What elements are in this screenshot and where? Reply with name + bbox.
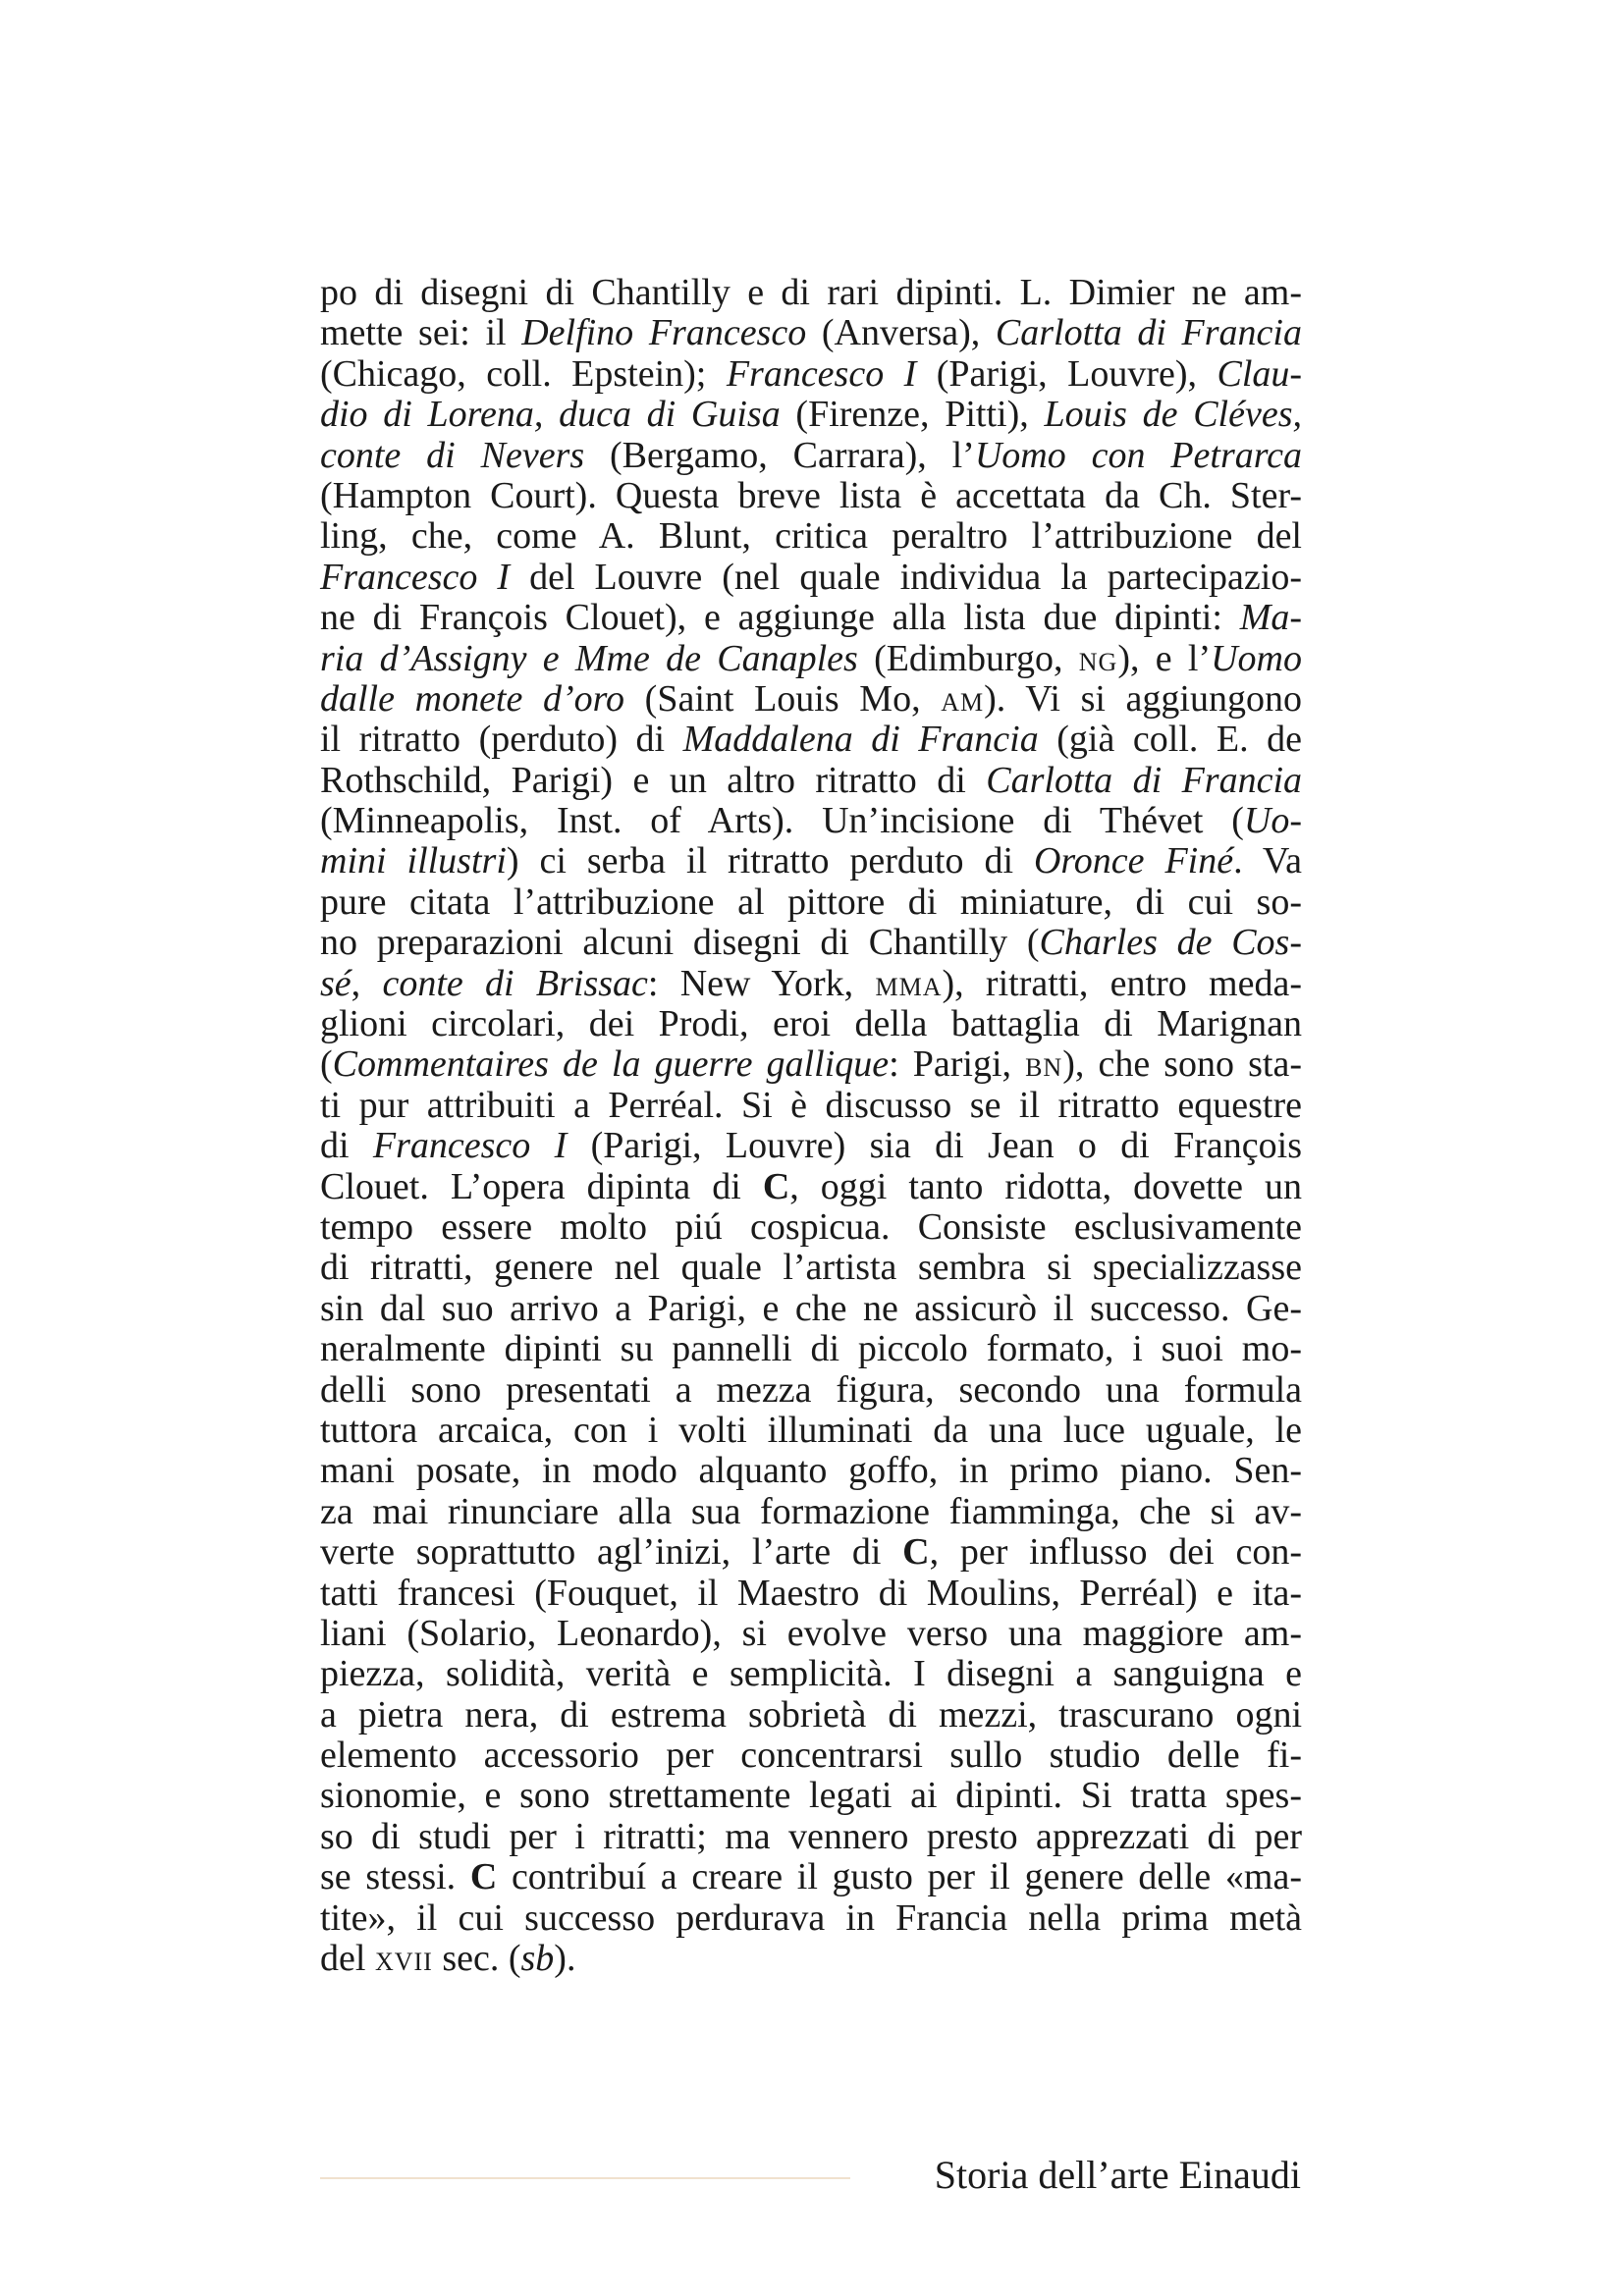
body-line: [320, 1370, 1302, 1411]
text-segment: Charles de Cos-: [1039, 922, 1302, 964]
text-segment: glioni circolari, dei Prodi, eroi della battaglia di Marignan: [320, 1003, 1302, 1045]
text-segment: (Edimburgo,: [857, 637, 1079, 679]
body-line: [320, 1248, 1302, 1288]
text-segment: del Louvre (nel quale individua la partecipazio-: [510, 556, 1302, 598]
text-segment: Delfino Francesco: [521, 312, 807, 354]
text-segment: Maddalena di Francia: [682, 719, 1039, 761]
text-segment: ling, che, come A. Blunt, critica peraltro l’attribuzione del: [320, 515, 1302, 558]
text-segment: mini illustri: [320, 840, 507, 882]
text-segment: ), e l’: [1117, 637, 1212, 679]
text-segment: , per influsso dei con-: [929, 1531, 1302, 1574]
text-segment: tite», il cui successo perdurava in Francia nella prima metà: [320, 1896, 1302, 1939]
body-text: [320, 273, 1302, 1979]
text-segment: (Parigi, Louvre) sia di Jean o di François: [567, 1125, 1303, 1167]
body-line: [320, 1654, 1302, 1694]
text-segment: (: [320, 1043, 333, 1086]
text-segment: il ritratto (perduto) di: [320, 719, 683, 761]
body-line: [320, 1289, 1302, 1329]
text-segment: (Hampton Court). Questa breve lista è accettata da Ch. Ster-: [320, 474, 1302, 516]
body-line: [320, 1776, 1302, 1816]
text-segment: (Bergamo, Carrara), l’: [584, 434, 975, 476]
body-line: [320, 476, 1302, 516]
text-segment: (Parigi, Louvre),: [916, 352, 1217, 395]
text-segment: Carlotta di Francia: [986, 759, 1303, 801]
body-line: [320, 679, 1302, 720]
text-segment: mani posate, in modo alquanto goffo, in primo piano. Sen-: [320, 1450, 1302, 1492]
text-segment: C: [762, 1165, 790, 1207]
text-segment: MMA: [875, 972, 943, 1001]
text-segment: (Anversa),: [806, 312, 996, 354]
text-segment: Francesco I: [372, 1125, 568, 1167]
body-line: [320, 273, 1302, 313]
body-line: [320, 1207, 1302, 1248]
text-segment: verte soprattutto agl’inizi, l’arte di: [320, 1531, 903, 1574]
text-segment: dalle monete d’oro: [320, 677, 625, 720]
text-segment: (Saint Louis Mo,: [624, 677, 942, 720]
body-line: [320, 1004, 1302, 1044]
body-line: [320, 1939, 1302, 1979]
text-segment: dio di Lorena, duca di Guisa: [320, 394, 781, 436]
text-segment: ,: [351, 962, 383, 1004]
text-segment: Uomo con Petrarca: [974, 434, 1303, 476]
text-segment: ).: [554, 1938, 576, 1980]
text-segment: piezza, solidità, verità e semplicità. I disegni a sanguigna e: [320, 1653, 1302, 1695]
text-segment: elemento accessorio per concentrarsi sullo studio delle fi-: [320, 1735, 1302, 1777]
text-segment: tuttora arcaica, con i volti illuminati da una luce uguale, le: [320, 1409, 1302, 1451]
body-line: [320, 1614, 1302, 1654]
text-segment: ria d’Assigny e Mme de Canaples: [320, 637, 858, 679]
text-segment: tatti francesi (Fouquet, il Maestro di Moulins, Perréal) e ita-: [320, 1572, 1302, 1614]
text-segment: Carlotta di Francia: [995, 312, 1302, 354]
footer-rule: [320, 2177, 850, 2179]
text-segment: Oronce Finé: [1033, 840, 1234, 882]
text-segment: pure citata l’attribuzione al pittore di miniature, di cui so-: [320, 881, 1302, 923]
body-line: [320, 1167, 1302, 1207]
text-segment: (già coll. E. de: [1038, 719, 1303, 761]
text-segment: sionomie, e sono strettamente legati ai dipinti. Si tratta spes-: [320, 1775, 1302, 1817]
text-segment: Francesco I: [320, 556, 511, 598]
text-segment: BN: [1025, 1053, 1063, 1083]
body-line: [320, 1574, 1302, 1614]
text-segment: so di studi per i ritratti; ma vennero presto apprezzati di per: [320, 1815, 1302, 1857]
body-line: [320, 598, 1302, 638]
text-segment: (Minneapolis, Inst. of Arts). Un’incisione di Thévet (: [320, 800, 1244, 842]
text-segment: (Chicago, coll. Epstein);: [320, 352, 727, 395]
body-line: [320, 1044, 1302, 1085]
text-segment: : Parigi,: [889, 1043, 1026, 1086]
text-segment: Commentaires de la guerre gallique: [332, 1043, 890, 1086]
text-segment: mette sei: il: [320, 312, 522, 354]
body-line: [320, 639, 1302, 679]
body-line: [320, 923, 1302, 963]
body-line: [320, 1695, 1302, 1735]
text-segment: ). Vi si aggiungono: [984, 677, 1302, 720]
body-line: [320, 1492, 1302, 1532]
text-segment: ), che sono sta-: [1062, 1043, 1303, 1086]
body-line: [320, 882, 1302, 923]
text-segment: sin dal suo arrivo a Parigi, e che ne assicurò il successo. Ge-: [320, 1287, 1302, 1329]
text-segment: Louis de Cléves,: [1044, 394, 1302, 436]
body-line: [320, 1532, 1302, 1573]
text-segment: NG: [1078, 647, 1118, 676]
text-segment: ) ci serba il ritratto perduto di: [506, 840, 1034, 882]
body-line: [320, 354, 1302, 395]
text-segment: ne di François Clouet), e aggiunge alla lista due dipinti:: [320, 597, 1240, 639]
text-segment: a pietra nera, di estrema sobrietà di mezzi, trascurano ogni: [320, 1693, 1302, 1735]
body-line: [320, 720, 1302, 760]
body-line: [320, 1126, 1302, 1166]
text-segment: di: [320, 1125, 373, 1167]
text-segment: di ritratti, genere nel quale l’artista sembra si specializzasse: [320, 1247, 1302, 1289]
text-segment: AM: [941, 687, 985, 717]
text-segment: XVII: [374, 1948, 433, 1977]
body-line: [320, 761, 1302, 801]
text-segment: Francesco I: [726, 352, 917, 395]
text-segment: contribuí a creare il gusto per il genere delle «ma-: [497, 1856, 1303, 1898]
text-segment: (Firenze, Pitti),: [780, 394, 1045, 436]
text-segment: neralmente dipinti su pannelli di piccolo formato, i suoi mo-: [320, 1328, 1302, 1370]
text-segment: conte di Brissac: [382, 962, 648, 1004]
text-segment: Clouet. L’opera dipinta di: [320, 1165, 763, 1207]
text-segment: C: [469, 1856, 498, 1898]
text-segment: Ma-: [1239, 597, 1302, 639]
body-line: [320, 1451, 1302, 1491]
body-line: [320, 964, 1302, 1004]
body-line: [320, 841, 1302, 881]
text-segment: sé: [320, 962, 352, 1004]
text-segment: delli sono presentati a mezza figura, secondo una formula: [320, 1368, 1302, 1411]
text-segment: Uomo: [1211, 637, 1302, 679]
body-line: [320, 1735, 1302, 1776]
text-segment: za mai rinunciare alla sua formazione fiamminga, che si av-: [320, 1490, 1302, 1532]
text-segment: del: [320, 1938, 375, 1980]
body-line: [320, 1857, 1302, 1897]
body-line: [320, 1086, 1302, 1126]
text-segment: ), ritratti, entro meda-: [942, 962, 1302, 1004]
text-segment: , oggi tanto ridotta, dovette un: [789, 1165, 1302, 1207]
body-line: [320, 1817, 1302, 1857]
body-line: [320, 395, 1302, 435]
text-segment: se stessi.: [320, 1856, 470, 1898]
text-segment: Uo-: [1243, 800, 1302, 842]
footer-title: Storia dell’arte Einaudi: [934, 2153, 1301, 2197]
text-segment: tempo essere molto piú cospicua. Consiste esclusivamente: [320, 1205, 1302, 1248]
text-segment: sb: [520, 1938, 555, 1980]
text-segment: C: [902, 1531, 930, 1574]
body-line: [320, 1898, 1302, 1939]
text-segment: po di disegni di Chantilly e di rari dipinti. L. Dimier ne am-: [320, 272, 1302, 313]
text-segment: . Va: [1233, 840, 1302, 882]
body-line: [320, 436, 1302, 476]
text-segment: Clau-: [1217, 352, 1303, 395]
text-segment: conte di Nevers: [320, 434, 585, 476]
body-line: [320, 1329, 1302, 1369]
body-line: [320, 1411, 1302, 1451]
text-segment: sec. (: [432, 1938, 521, 1980]
text-segment: : New York,: [647, 962, 876, 1004]
body-line: [320, 516, 1302, 557]
text-segment: no preparazioni alcuni disegni di Chantilly (: [320, 922, 1040, 964]
body-line: [320, 313, 1302, 353]
body-line: [320, 558, 1302, 598]
text-segment: liani (Solario, Leonardo), si evolve verso una maggiore am-: [320, 1612, 1302, 1654]
body-line: [320, 801, 1302, 841]
text-segment: ti pur attribuiti a Perréal. Si è discusso se il ritratto equestre: [320, 1084, 1302, 1126]
text-segment: Rothschild, Parigi) e un altro ritratto di: [320, 759, 987, 801]
